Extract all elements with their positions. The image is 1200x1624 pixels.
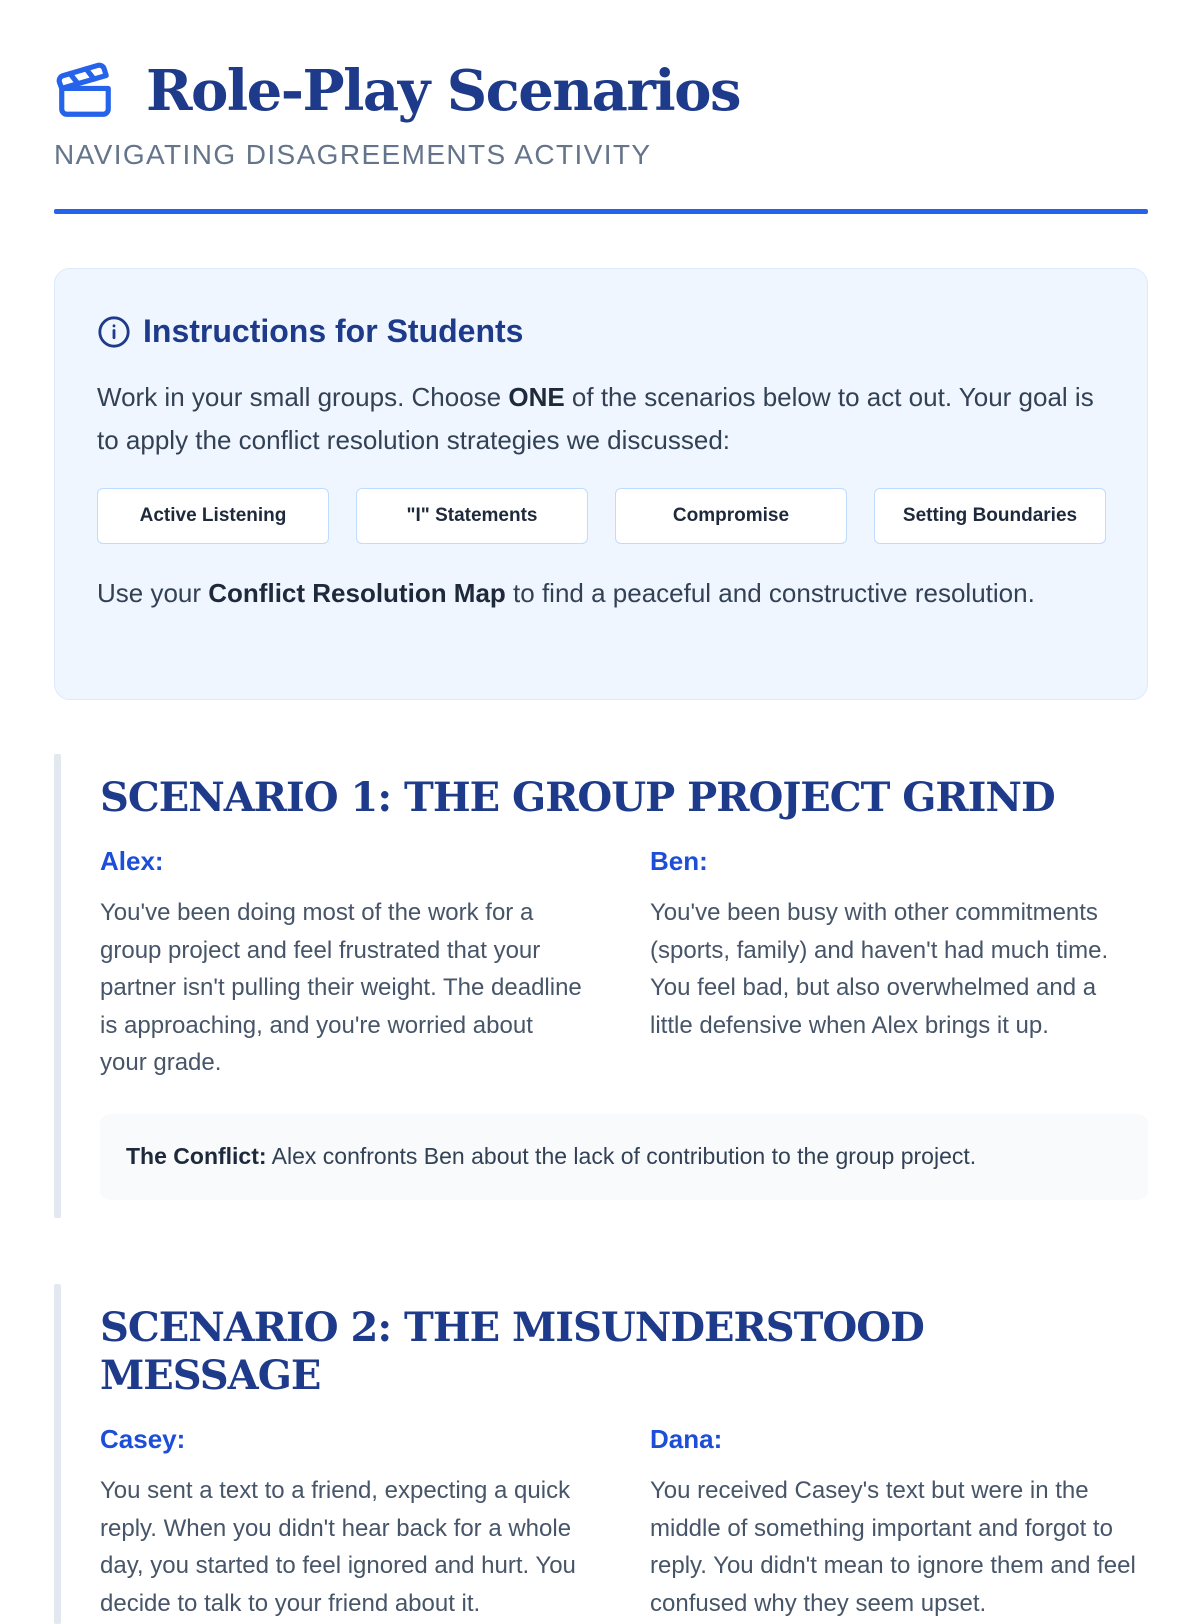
scenario-title: SCENARIO 2: THE MISUNDERSTOOD MESSAGE [100,1304,924,1399]
page-header [54,0,1146,214]
role-description: You sent a text to a friend, expecting a quick reply. When you didn't hear back for a whole day, you started to feel ignored and hurt. You decide to talk to your friend about it. [100,1477,576,1617]
instructions-title-row [97,313,1107,350]
strategy-pill-setting-boundaries: Setting Boundaries [874,488,1106,544]
role-card-casey [100,1422,586,1622]
scenario-2 [54,1284,1148,1624]
instructions-title: Instructions for Students [143,313,524,349]
page-title: Role-Play Scenarios [146,58,741,124]
outro-after: to find a peaceful and constructive resolution. [505,578,1035,608]
conflict-description: Alex confronts Ben about the lack of contribution to the group project. [266,1143,977,1169]
instructions-outro [97,572,1107,615]
role-card-ben [650,844,1136,1082]
scenario-title: SCENARIO 1: THE GROUP PROJECT GRIND [100,774,1055,821]
role-card-alex [100,844,586,1082]
conflict-text [126,1143,976,1170]
conflict-label: The Conflict: [126,1143,267,1169]
role-card-dana [650,1422,1136,1622]
info-icon [97,315,131,349]
role-name: Ben: [650,846,708,876]
outro-bold: Conflict Resolution Map [208,578,506,608]
scenario-roles [100,844,1148,1082]
title-row [54,55,1146,127]
strategy-pill-active-listening: Active Listening [97,488,329,544]
role-name: Dana: [650,1424,723,1454]
intro-bold: ONE [508,382,565,412]
scenario-1 [54,754,1148,1218]
strategy-pill-i-statements: "I" Statements [356,488,588,544]
scenario-roles [100,1422,1148,1622]
outro-before: Use your [97,578,209,608]
strategy-list [97,488,1107,544]
header-divider [54,209,1148,214]
clapperboard-icon [54,60,116,122]
role-description: You received Casey's text but were in the middle of something important and forgot to reply. You didn't mean to ignore them and feel confused why they seem upset. [650,1477,1136,1617]
instructions-intro [97,376,1107,462]
role-description: You've been doing most of the work for a group project and feel frustrated that your partner isn't pulling their weight. The deadline is approaching, and you're worried about your grade. [100,899,582,1076]
role-name: Casey: [100,1424,186,1454]
role-name: Alex: [100,846,164,876]
strategy-pill-compromise: Compromise [615,488,847,544]
page-subtitle: NAVIGATING DISAGREEMENTS ACTIVITY [54,139,652,170]
role-description: You've been busy with other commitments (sports, family) and haven't had much time. You feel bad, but also overwhelmed and a little defensive when Alex brings it up. [650,899,1109,1039]
intro-after: of the scenarios below to act out. Your goal is to apply the conflict resolution strategies we discussed: [97,382,1094,455]
intro-before: Work in your small groups. Choose [97,382,509,412]
instructions-box [54,268,1148,700]
conflict-box [100,1114,1148,1200]
